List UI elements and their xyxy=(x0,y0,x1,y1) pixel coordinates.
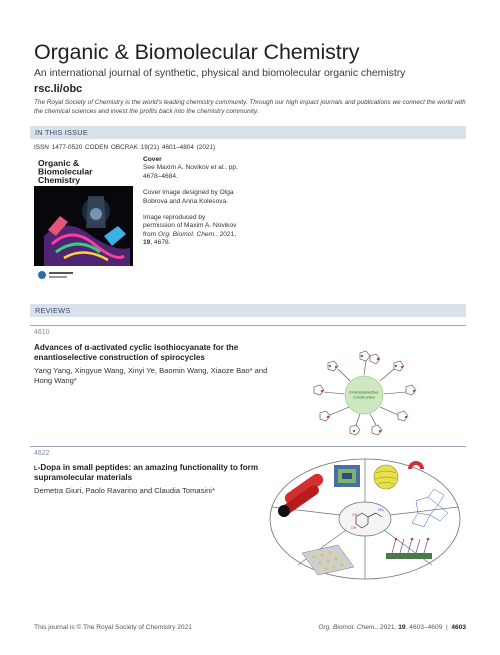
article-2-title-prefix: l xyxy=(34,463,38,472)
footer-journal: Org. Biomol. Chem. xyxy=(318,624,377,631)
rsc-statement-text: is the world’s leading chemistry community. Through our high impact journals and publications we connect the world with the chemical sciences and invest the profits back into the chemistry community. xyxy=(34,99,466,115)
cover-reproduced-2: , 2021, xyxy=(215,230,237,238)
footer-year: , 2021, xyxy=(376,624,399,631)
rsc-statement xyxy=(34,99,474,116)
cover-reproduced-journal: Org. Biomol. Chem. xyxy=(158,230,216,238)
cover-title-line3: Chemistry xyxy=(38,175,81,185)
in-this-issue-heading: IN THIS ISSUE xyxy=(35,128,88,137)
footer-separator: | xyxy=(442,624,452,631)
svg-text:NH₂: NH₂ xyxy=(378,508,385,512)
cover-reproduced-3: , 4678. xyxy=(150,239,171,247)
article-divider xyxy=(30,325,466,326)
article-2-title-text: -Dopa in small peptides: an amazing functionality to form supramolecular materials xyxy=(34,463,259,482)
article-1-page: 4610 xyxy=(34,329,50,336)
cover-caption xyxy=(143,156,238,256)
rsc-name: The Royal Society of Chemistry xyxy=(34,99,124,106)
cover-caption-pages: , pp. 4678–4684. xyxy=(143,164,238,180)
article-1-authors: Yang Yang, Xingyue Wang, Xinyi Ye, Baomin Wang, Xiaoze Bao* and Hong Wang* xyxy=(34,366,268,385)
cover-reproduced-volume: 19 xyxy=(143,239,151,247)
cover-caption-etal: et al. xyxy=(210,164,226,172)
reviews-band xyxy=(30,304,466,317)
cover-caption-see: See Maxim A. Novikov xyxy=(143,164,211,172)
svg-text:OH: OH xyxy=(351,526,357,530)
graphic-label-1: Enantioselective xyxy=(349,389,379,395)
article-1-graphic xyxy=(294,347,434,443)
article-2-page: 4622 xyxy=(34,450,50,457)
footer-volume: 19 xyxy=(398,624,406,631)
footer-pages: , 4603–4609 xyxy=(405,624,443,631)
journal-title: Organic & Biomolecular Chemistry xyxy=(34,40,360,64)
journal-url[interactable]: rsc.li/obc xyxy=(34,83,83,95)
cover-artwork xyxy=(34,156,133,285)
in-this-issue-band xyxy=(30,126,466,139)
journal-subtitle: An international journal of synthetic, physical and biomolecular organic chemistry xyxy=(34,68,406,79)
cover-caption-title: Cover xyxy=(143,156,162,163)
footer-copyright: This journal is © The Royal Society of Chemistry 2021 xyxy=(34,624,192,631)
footer-citation xyxy=(318,624,466,631)
article-2-title[interactable] xyxy=(34,463,284,483)
cover-title-line2: Biomolecular xyxy=(38,166,93,177)
cover-title-line1: Organic & xyxy=(38,158,80,168)
article-2-graphic xyxy=(268,457,462,582)
cover-reproduced-1: Image reproduced by permission of Maxim A. Novikov from xyxy=(143,214,237,238)
nanoparticle-icon xyxy=(374,465,398,489)
magnet-icon xyxy=(408,461,424,469)
issn-line: ISSN 1477-0520 CODEN OBCRAK 19(21) 4601–4804 (2021) xyxy=(34,144,216,151)
crystal-stack-icon xyxy=(334,465,360,487)
footer-page-number: 4603 xyxy=(451,624,466,631)
reviews-heading: REVIEWS xyxy=(35,306,71,315)
cover-image[interactable] xyxy=(34,156,133,285)
article-1-title[interactable]: Advances of α-activated cyclic isothiocyanate for the enantioselective construction of spirocycles xyxy=(34,343,239,362)
article-divider xyxy=(30,446,466,447)
cover-designed-by: Cover image designed by Olga Bobrova and Anna Kolesova. xyxy=(143,189,234,205)
article-2-authors: Demetra Giuri, Paolo Ravarino and Claudia Tomasini* xyxy=(34,486,215,495)
svg-text:OH: OH xyxy=(352,513,358,517)
graphic-label-2: Construction xyxy=(352,394,376,400)
